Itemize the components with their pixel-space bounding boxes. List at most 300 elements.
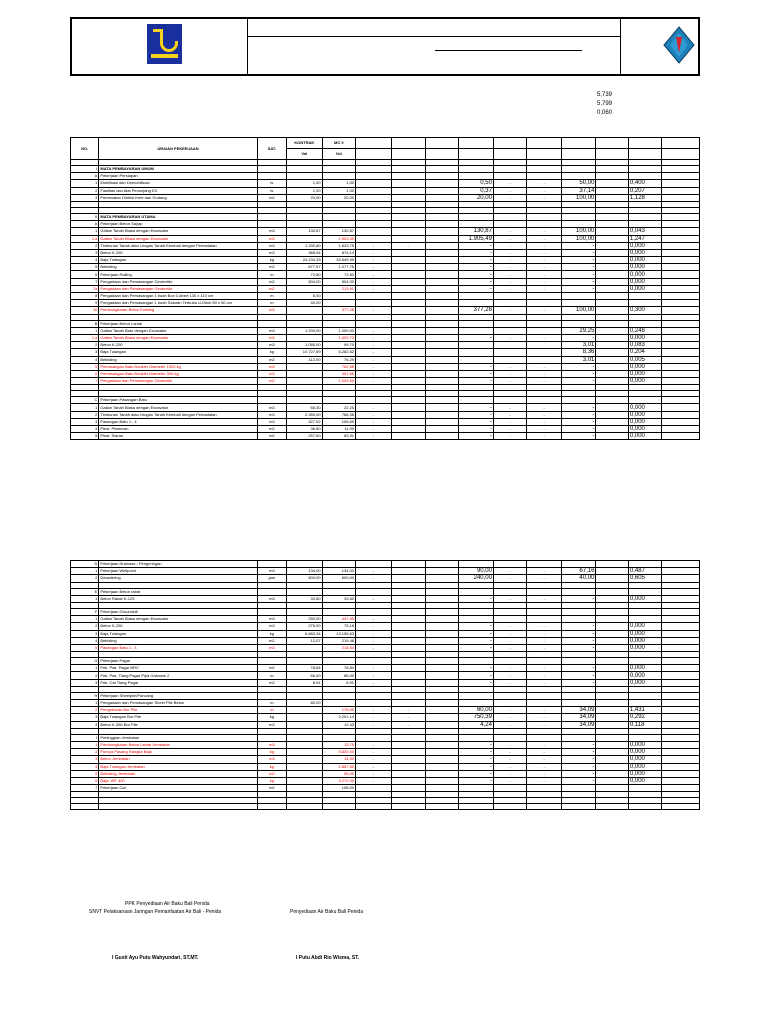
row-cell: 0,000 bbox=[628, 426, 661, 433]
row-mc-cell: 1.000,00 bbox=[322, 327, 355, 334]
table-row bbox=[71, 707, 700, 714]
row-no-cell: 1 bbox=[71, 665, 99, 672]
row-cell bbox=[493, 293, 526, 300]
row-cell bbox=[662, 575, 700, 582]
row-mc-cell: 1,00 bbox=[322, 180, 355, 187]
row-mc-cell bbox=[322, 397, 355, 404]
row-cell bbox=[662, 411, 700, 418]
row-cell bbox=[628, 561, 661, 568]
row-cell bbox=[662, 700, 700, 707]
row-kontrak-cell bbox=[287, 235, 323, 242]
row-mc-cell: 134,00 bbox=[322, 568, 355, 575]
row-cell: - bbox=[356, 770, 392, 777]
row-cell bbox=[628, 785, 661, 792]
row-cell: - bbox=[459, 411, 493, 418]
row-cell bbox=[426, 418, 459, 425]
row-no-cell: E bbox=[71, 588, 99, 595]
row-mc-cell: 2.887,50 bbox=[322, 763, 355, 770]
row-cell bbox=[356, 194, 392, 201]
row-cell: 29,25 bbox=[561, 327, 595, 334]
row-cell: - bbox=[459, 763, 493, 770]
row-cell bbox=[426, 257, 459, 264]
row-cell: - bbox=[459, 777, 493, 784]
row-cell bbox=[662, 426, 700, 433]
row-cell bbox=[596, 595, 628, 602]
row-cell bbox=[426, 370, 459, 377]
row-cell: 0,000 bbox=[628, 623, 661, 630]
row-cell bbox=[391, 756, 425, 763]
row-cell bbox=[596, 397, 628, 404]
row-cell: 0,000 bbox=[628, 749, 661, 756]
row-cell: - bbox=[459, 249, 493, 256]
row-no-cell: 1 bbox=[71, 616, 99, 623]
row-unit-cell: m3 bbox=[257, 411, 286, 418]
table-row bbox=[71, 749, 700, 756]
row-cell bbox=[391, 692, 425, 699]
row-cell bbox=[459, 561, 493, 568]
row-cell: - bbox=[391, 242, 425, 249]
row-cell bbox=[391, 658, 425, 665]
row-desc-cell: Pekerjaan Beton Lantai bbox=[99, 320, 257, 327]
row-cell bbox=[391, 378, 425, 385]
table-row bbox=[71, 363, 700, 370]
row-cell bbox=[596, 714, 628, 721]
row-mc-cell: 1,00 bbox=[322, 187, 355, 194]
row-cell bbox=[561, 221, 595, 228]
table-row bbox=[71, 257, 700, 264]
row-cell bbox=[426, 679, 459, 686]
row-cell bbox=[596, 777, 628, 784]
table-row bbox=[71, 714, 700, 721]
row-cell bbox=[391, 249, 425, 256]
row-cell: - bbox=[493, 370, 526, 377]
row-cell bbox=[527, 397, 561, 404]
row-cell bbox=[596, 300, 628, 307]
row-cell: 0,083 bbox=[628, 342, 661, 349]
row-cell bbox=[596, 749, 628, 756]
row-desc-cell: Pekerjaan Wellpoint bbox=[99, 568, 257, 575]
row-mc-cell: 215,54 bbox=[322, 644, 355, 651]
row-unit-cell: m2 bbox=[257, 665, 286, 672]
row-desc-cell: Pekerjaan Persiapan bbox=[99, 173, 257, 180]
row-cell bbox=[596, 271, 628, 278]
row-cell bbox=[426, 672, 459, 679]
row-mc-cell bbox=[322, 213, 355, 220]
row-cell bbox=[493, 213, 526, 220]
row-cell bbox=[596, 166, 628, 173]
row-cell bbox=[493, 320, 526, 327]
row-cell bbox=[596, 588, 628, 595]
row-desc-cell: Galian Tanah Biasa dengan Excavator bbox=[99, 404, 257, 411]
row-cell bbox=[459, 349, 493, 356]
empty-cell bbox=[662, 804, 700, 810]
row-mc-cell bbox=[322, 320, 355, 327]
row-unit-cell: ls bbox=[257, 180, 286, 187]
row-mc-cell: 83,91 bbox=[322, 433, 355, 440]
row-mc-cell: 106,69 bbox=[322, 418, 355, 425]
table-row bbox=[71, 180, 700, 187]
row-cell: - bbox=[527, 249, 561, 256]
row-cell bbox=[493, 700, 526, 707]
row-desc-cell: Pek. Pas. Tiang Pagar Pipa Galvanis 2 bbox=[99, 672, 257, 679]
row-cell bbox=[426, 595, 459, 602]
row-kontrak-cell bbox=[287, 320, 323, 327]
row-cell bbox=[459, 173, 493, 180]
row-cell bbox=[596, 249, 628, 256]
row-cell bbox=[391, 342, 425, 349]
row-unit-cell bbox=[257, 166, 286, 173]
row-mc-cell: 1.833,75 bbox=[322, 242, 355, 249]
row-cell: - bbox=[493, 644, 526, 651]
row-cell bbox=[459, 616, 493, 623]
row-mc-cell: 176,00 bbox=[322, 707, 355, 714]
row-cell bbox=[426, 561, 459, 568]
row-cell: 0,000 bbox=[628, 756, 661, 763]
row-kontrak-cell: 368,94 bbox=[287, 249, 323, 256]
row-no-cell: I bbox=[71, 166, 99, 173]
row-cell: 0,000 bbox=[628, 595, 661, 602]
row-unit-cell: m bbox=[257, 672, 286, 679]
row-cell: - bbox=[356, 242, 392, 249]
row-cell: 3,01 bbox=[561, 342, 595, 349]
row-cell bbox=[662, 763, 700, 770]
row-cell bbox=[662, 327, 700, 334]
row-cell bbox=[662, 213, 700, 220]
row-cell bbox=[426, 692, 459, 699]
row-cell bbox=[596, 264, 628, 271]
table-row bbox=[71, 300, 700, 307]
row-no-cell: 2 bbox=[71, 575, 99, 582]
row-cell bbox=[561, 608, 595, 615]
row-cell bbox=[426, 278, 459, 285]
empty-cell bbox=[459, 804, 493, 810]
row-desc-cell: Pekerjaan Railing bbox=[99, 271, 257, 278]
row-cell: 0,487 bbox=[628, 568, 661, 575]
table-row bbox=[71, 213, 700, 220]
row-unit-cell: ls bbox=[257, 187, 286, 194]
table-row bbox=[71, 285, 700, 292]
row-cell: - bbox=[493, 575, 526, 582]
table-row bbox=[71, 194, 700, 201]
row-cell: - bbox=[459, 679, 493, 686]
row-cell: - bbox=[493, 637, 526, 644]
row-cell bbox=[596, 320, 628, 327]
row-unit-cell: m3 bbox=[257, 334, 286, 341]
row-cell bbox=[662, 608, 700, 615]
table-row bbox=[71, 721, 700, 728]
row-mc-cell: 5.830,00 bbox=[322, 749, 355, 756]
row-desc-cell: Baja Tulangan bbox=[99, 349, 257, 356]
empty-cell bbox=[628, 804, 661, 810]
row-cell: - bbox=[561, 623, 595, 630]
row-desc-cell: Beton K-250 bbox=[99, 249, 257, 256]
row-cell: - bbox=[459, 749, 493, 756]
footer-left-line2: SNVT Pelaksanaan Jaringan Pemanfaatan Air Bali - Penida bbox=[89, 909, 222, 915]
row-cell: 50,00 bbox=[561, 180, 595, 187]
row-cell: - bbox=[459, 334, 493, 341]
row-no-cell: 1 bbox=[71, 228, 99, 235]
row-cell bbox=[596, 741, 628, 748]
row-cell bbox=[527, 700, 561, 707]
row-cell: 0,000 bbox=[628, 665, 661, 672]
row-desc-cell: Pengadaan dan Pemasangan Geotextile bbox=[99, 278, 257, 285]
row-cell bbox=[391, 370, 425, 377]
row-unit-cell: m3 bbox=[257, 623, 286, 630]
row-cell: - bbox=[459, 264, 493, 271]
row-cell: - bbox=[527, 672, 561, 679]
row-cell: 0,000 bbox=[628, 271, 661, 278]
row-no-cell: 7a bbox=[71, 285, 99, 292]
row-cell: - bbox=[527, 418, 561, 425]
row-kontrak-cell bbox=[287, 721, 323, 728]
row-cell bbox=[426, 575, 459, 582]
row-kontrak-cell: 36,80 bbox=[287, 426, 323, 433]
row-no-cell: 3 bbox=[71, 249, 99, 256]
row-cell: - bbox=[527, 575, 561, 582]
row-cell: 0,000 bbox=[628, 378, 661, 385]
row-cell bbox=[596, 187, 628, 194]
row-cell: - bbox=[356, 271, 392, 278]
row-cell bbox=[662, 692, 700, 699]
row-mc-cell: 451,66 bbox=[322, 370, 355, 377]
table-row bbox=[71, 568, 700, 575]
row-cell bbox=[596, 665, 628, 672]
row-unit-cell bbox=[257, 320, 286, 327]
row-kontrak-cell: 600,00 bbox=[287, 575, 323, 582]
row-cell: - bbox=[527, 770, 561, 777]
row-cell bbox=[662, 672, 700, 679]
row-no-cell: 3 bbox=[71, 756, 99, 763]
row-cell bbox=[391, 180, 425, 187]
row-cell: - bbox=[459, 595, 493, 602]
row-cell: - bbox=[493, 568, 526, 575]
row-cell: - bbox=[493, 378, 526, 385]
row-cell bbox=[493, 734, 526, 741]
row-cell bbox=[596, 235, 628, 242]
row-cell bbox=[459, 658, 493, 665]
row-unit-cell: m2 bbox=[257, 264, 286, 271]
row-unit-cell: kg bbox=[257, 714, 286, 721]
row-no-cell: 3 bbox=[71, 418, 99, 425]
row-desc-cell: Galian Tanah Biasa dengan Excavator bbox=[99, 235, 257, 242]
row-kontrak-cell bbox=[287, 770, 323, 777]
row-cell: - bbox=[527, 228, 561, 235]
row-cell bbox=[662, 777, 700, 784]
row-cell bbox=[391, 575, 425, 582]
row-cell bbox=[596, 623, 628, 630]
row-unit-cell: m bbox=[257, 300, 286, 307]
row-cell: 60,00 bbox=[459, 707, 493, 714]
row-unit-cell: m2 bbox=[257, 194, 286, 201]
row-cell: - bbox=[356, 334, 392, 341]
row-cell: 100,00 bbox=[561, 228, 595, 235]
row-mc-cell: 2.201,14 bbox=[322, 714, 355, 721]
row-cell bbox=[596, 770, 628, 777]
row-cell bbox=[596, 763, 628, 770]
row-cell: - bbox=[356, 721, 392, 728]
row-cell: - bbox=[561, 363, 595, 370]
row-desc-cell: Beton Rabat K-125 bbox=[99, 595, 257, 602]
row-cell: - bbox=[527, 637, 561, 644]
row-cell bbox=[596, 293, 628, 300]
row-desc-cell: Galian Tanah Biasa dengan Excavator bbox=[99, 334, 257, 341]
row-mc-cell: 13.155,63 bbox=[322, 630, 355, 637]
row-no-cell: 3 bbox=[71, 630, 99, 637]
row-cell bbox=[561, 588, 595, 595]
row-desc-cell: Pek. Cat Tiang Pagar bbox=[99, 679, 257, 686]
row-cell bbox=[596, 692, 628, 699]
row-mc-cell: 20,00 bbox=[322, 194, 355, 201]
row-kontrak-cell: 504,00 bbox=[287, 278, 323, 285]
row-cell: 0,37 bbox=[459, 187, 493, 194]
row-cell bbox=[596, 608, 628, 615]
row-no-cell: 4 bbox=[71, 426, 99, 433]
table-row bbox=[71, 173, 700, 180]
row-no-cell: 3 bbox=[71, 194, 99, 201]
row-cell: 0,118 bbox=[628, 721, 661, 728]
row-desc-cell: Bekisting Jembatan bbox=[99, 770, 257, 777]
row-cell: - bbox=[356, 285, 392, 292]
row-cell bbox=[596, 426, 628, 433]
row-cell bbox=[426, 630, 459, 637]
col-header-mc: MC 0 bbox=[322, 138, 355, 149]
row-no-cell: 3 bbox=[71, 714, 99, 721]
table-row bbox=[71, 756, 700, 763]
row-kontrak-cell: 1.055,00 bbox=[287, 342, 323, 349]
row-cell bbox=[596, 257, 628, 264]
row-cell: 240,00 bbox=[459, 575, 493, 582]
row-cell bbox=[426, 249, 459, 256]
row-unit-cell bbox=[257, 397, 286, 404]
row-kontrak-cell bbox=[287, 714, 323, 721]
row-cell bbox=[356, 213, 392, 220]
row-cell bbox=[596, 630, 628, 637]
table-row bbox=[71, 763, 700, 770]
row-no-cell: 6 bbox=[71, 271, 99, 278]
row-cell: 90,00 bbox=[459, 568, 493, 575]
row-cell: 0,300 bbox=[628, 307, 661, 314]
row-cell bbox=[426, 770, 459, 777]
row-kontrak-cell: 24.134,33 bbox=[287, 257, 323, 264]
row-cell bbox=[426, 734, 459, 741]
row-cell bbox=[596, 637, 628, 644]
row-mc-cell: 33.549,99 bbox=[322, 257, 355, 264]
row-cell bbox=[527, 356, 561, 363]
row-cell: - bbox=[356, 637, 392, 644]
summary-value-3: 0,060 bbox=[597, 110, 613, 116]
row-cell: - bbox=[561, 749, 595, 756]
row-cell bbox=[426, 741, 459, 748]
row-cell bbox=[426, 665, 459, 672]
row-cell bbox=[356, 734, 392, 741]
col-header-kontrak: KONTRAK bbox=[287, 138, 323, 149]
row-cell bbox=[596, 228, 628, 235]
row-cell: - bbox=[527, 665, 561, 672]
row-unit-cell: jam bbox=[257, 575, 286, 582]
row-unit-cell: m3 bbox=[257, 307, 286, 314]
row-kontrak-cell bbox=[287, 741, 323, 748]
row-kontrak-cell bbox=[287, 378, 323, 385]
row-cell: - bbox=[527, 721, 561, 728]
row-cell: 34,09 bbox=[561, 721, 595, 728]
row-cell bbox=[356, 692, 392, 699]
row-cell bbox=[426, 749, 459, 756]
row-cell bbox=[662, 756, 700, 763]
row-cell bbox=[527, 221, 561, 228]
row-cell: - bbox=[493, 763, 526, 770]
row-cell bbox=[391, 363, 425, 370]
row-cell: - bbox=[459, 404, 493, 411]
row-cell: - bbox=[356, 665, 392, 672]
row-mc-cell bbox=[322, 173, 355, 180]
row-cell bbox=[426, 228, 459, 235]
row-cell bbox=[662, 370, 700, 377]
row-cell: - bbox=[356, 404, 392, 411]
table-row bbox=[71, 271, 700, 278]
row-cell: - bbox=[459, 370, 493, 377]
table-row bbox=[71, 630, 700, 637]
row-cell: 0,000 bbox=[628, 257, 661, 264]
row-cell bbox=[662, 363, 700, 370]
row-cell: - bbox=[527, 630, 561, 637]
table-row bbox=[71, 616, 700, 623]
row-cell bbox=[596, 173, 628, 180]
row-cell: 37,14 bbox=[561, 187, 595, 194]
row-mc-cell: 75,18 bbox=[322, 623, 355, 630]
row-desc-cell: Pekerjaan Pagar bbox=[99, 658, 257, 665]
table-row bbox=[71, 741, 700, 748]
row-cell: - bbox=[459, 665, 493, 672]
row-kontrak-cell bbox=[287, 777, 323, 784]
row-cell bbox=[391, 293, 425, 300]
row-cell bbox=[391, 257, 425, 264]
row-cell bbox=[493, 785, 526, 792]
row-no-cell: 5 bbox=[71, 363, 99, 370]
empty-cell bbox=[493, 804, 526, 810]
row-cell: 34,09 bbox=[561, 707, 595, 714]
row-desc-cell: Bekisting bbox=[99, 637, 257, 644]
row-kontrak-cell: 1.200,00 bbox=[287, 327, 323, 334]
row-cell bbox=[596, 561, 628, 568]
row-cell: - bbox=[493, 630, 526, 637]
row-desc-cell: Plest. Siaran bbox=[99, 433, 257, 440]
row-cell: - bbox=[493, 235, 526, 242]
row-desc-cell: Plest. Plesteran bbox=[99, 426, 257, 433]
row-cell: - bbox=[561, 249, 595, 256]
row-cell bbox=[426, 721, 459, 728]
row-cell: - bbox=[459, 278, 493, 285]
row-cell bbox=[662, 278, 700, 285]
row-kontrak-cell: 12,07 bbox=[287, 637, 323, 644]
row-unit-cell: m3 bbox=[257, 418, 286, 425]
row-cell: - bbox=[527, 749, 561, 756]
row-cell bbox=[527, 785, 561, 792]
row-cell bbox=[391, 433, 425, 440]
row-cell: - bbox=[527, 433, 561, 440]
table-row bbox=[71, 264, 700, 271]
row-cell bbox=[391, 426, 425, 433]
table-row bbox=[71, 221, 700, 228]
row-desc-cell: Beton K-250 bbox=[99, 342, 257, 349]
row-desc-cell: Galian Tanah Biasa dengan Excavator bbox=[99, 616, 257, 623]
row-desc-cell: Pengadaan dan Pemasangan 1 buah Saluran Terbuka U-Ditch 50 x 50 cm bbox=[99, 300, 257, 307]
row-cell bbox=[662, 749, 700, 756]
row-cell bbox=[527, 608, 561, 615]
row-no-cell: 2 bbox=[71, 187, 99, 194]
row-cell: - bbox=[527, 404, 561, 411]
row-cell bbox=[493, 588, 526, 595]
row-unit-cell: kg bbox=[257, 630, 286, 637]
